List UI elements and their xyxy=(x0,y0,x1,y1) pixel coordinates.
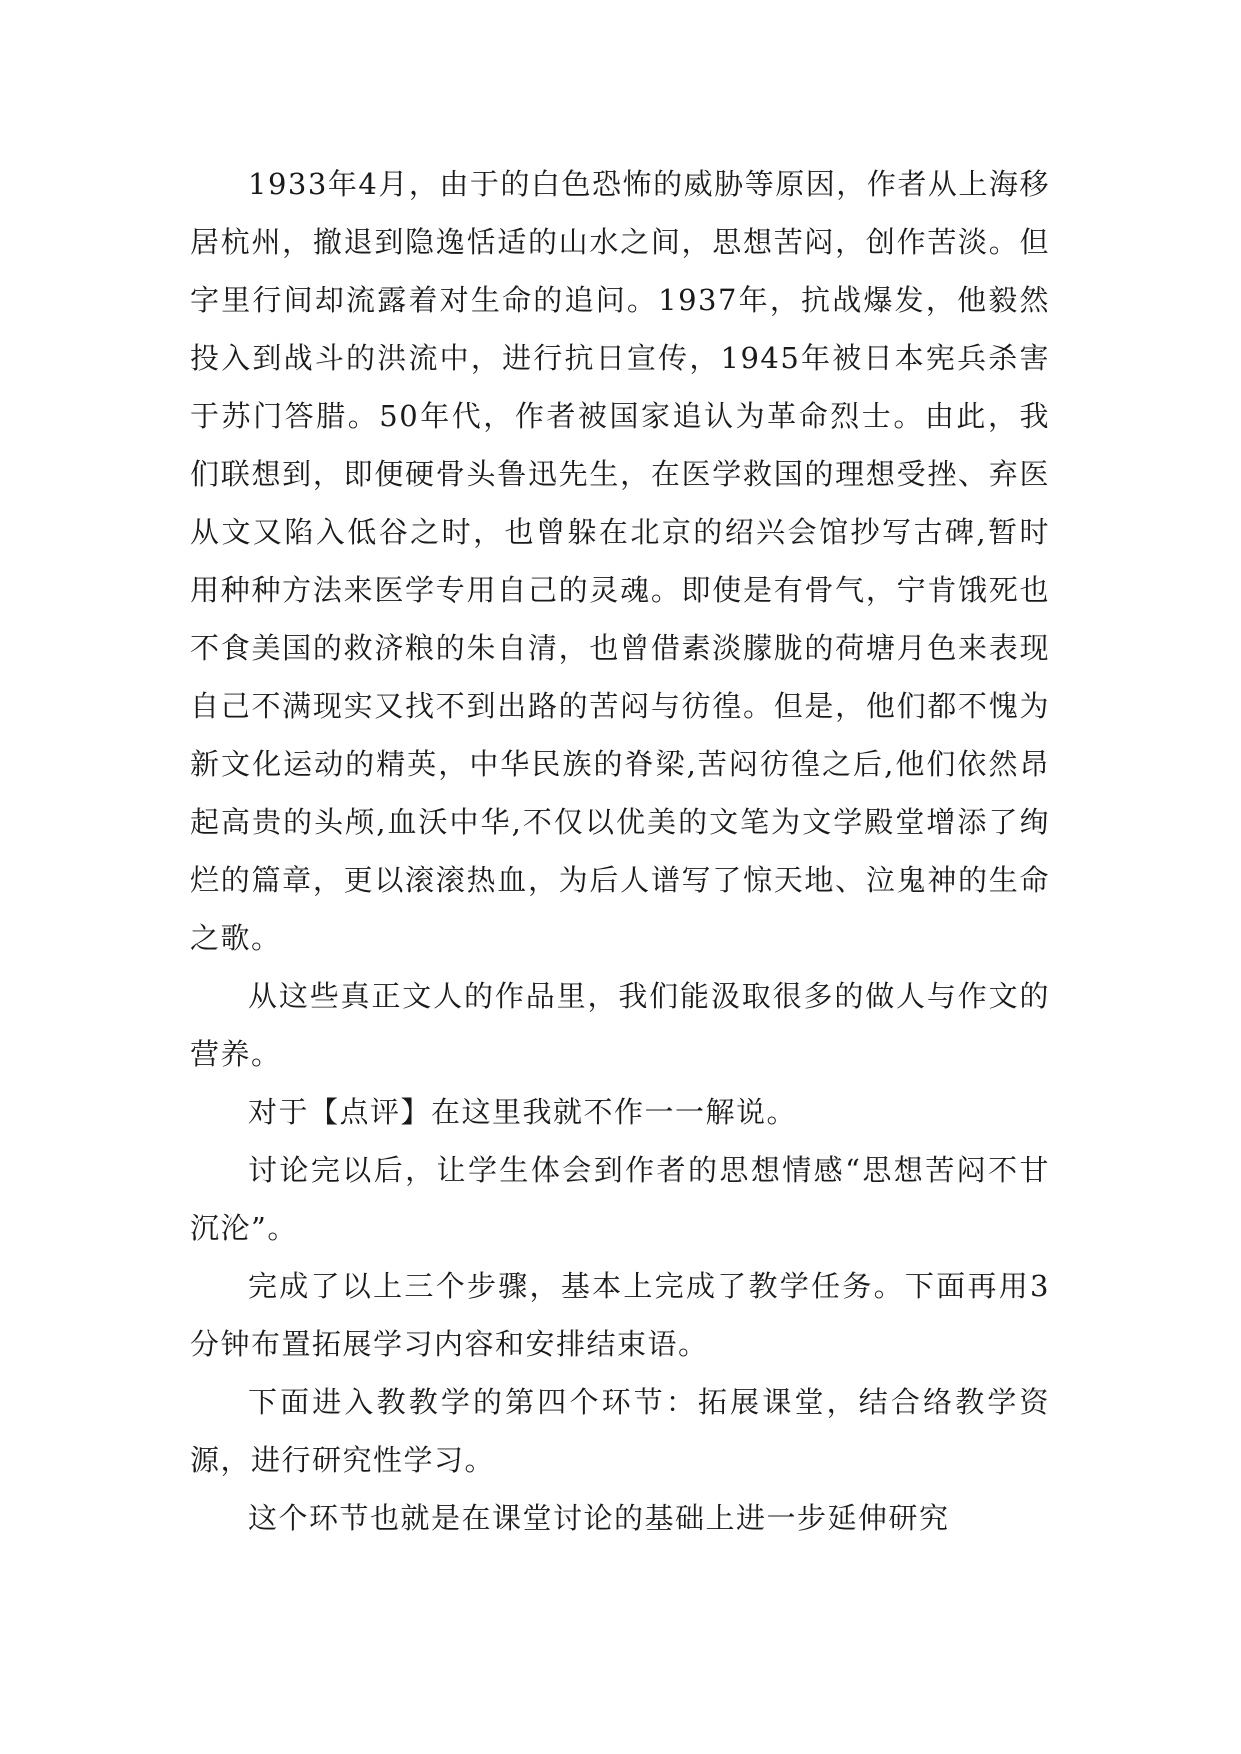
paragraph-author-background: 1933年4月，由于的白色恐怖的威胁等原因，作者从上海移居杭州，撤退到隐逸恬适的山水之间，思想苦闷，创作苦淡。但字里行间却流露着对生命的追问。1937年，抗战爆发，他毅然投入到战斗的洪流中，进行抗日宣传，1945年被日本宪兵杀害于苏门答腊。50年代，作者被国家追认为革命烈士。由此，我们联想到，即便硬骨头鲁迅先生，在医学救国的理想受挫、弃医从文又陷入低谷之时，也曾躲在北京的绍兴会馆抄写古碑,暂时用种种方法来医学专用自己的灵魂。即使是有骨气，宁肯饿死也不食美国的救济粮的朱自清，也曾借素淡朦胧的荷塘月色来表现自己不满现实又找不到出路的苦闷与彷徨。但是，他们都不愧为新文化运动的精英，中华民族的脊梁,苦闷彷徨之后,他们依然昂起高贵的头颅,血沃中华,不仅以优美的文笔为文学殿堂增添了绚烂的篇章，更以滚滚热血，为后人谱写了惊天地、泣鬼神的生命之歌。 xyxy=(190,167,1050,955)
paragraph-fourth-stage: 下面进入教教学的第四个环节：拓展课堂，结合络教学资源，进行研究性学习。 xyxy=(190,1385,1050,1477)
paragraph-discussion: 讨论完以后，让学生体会到作者的思想情感“思想苦闷不甘沉沦”。 xyxy=(190,1153,1050,1245)
paragraph-three-steps: 完成了以上三个步骤，基本上完成了教学任务。下面再用3分钟布置拓展学习内容和安排结束语。 xyxy=(190,1269,1050,1361)
paragraph-nourishment: 从这些真正文人的作品里，我们能汲取很多的做人与作文的营养。 xyxy=(190,979,1050,1071)
paragraph-comment: 对于【点评】在这里我就不作一一解说。 xyxy=(248,1095,798,1129)
paragraph-extension: 这个环节也就是在课堂讨论的基础上进一步延伸研究 xyxy=(248,1501,950,1535)
document-body xyxy=(190,155,1050,1547)
